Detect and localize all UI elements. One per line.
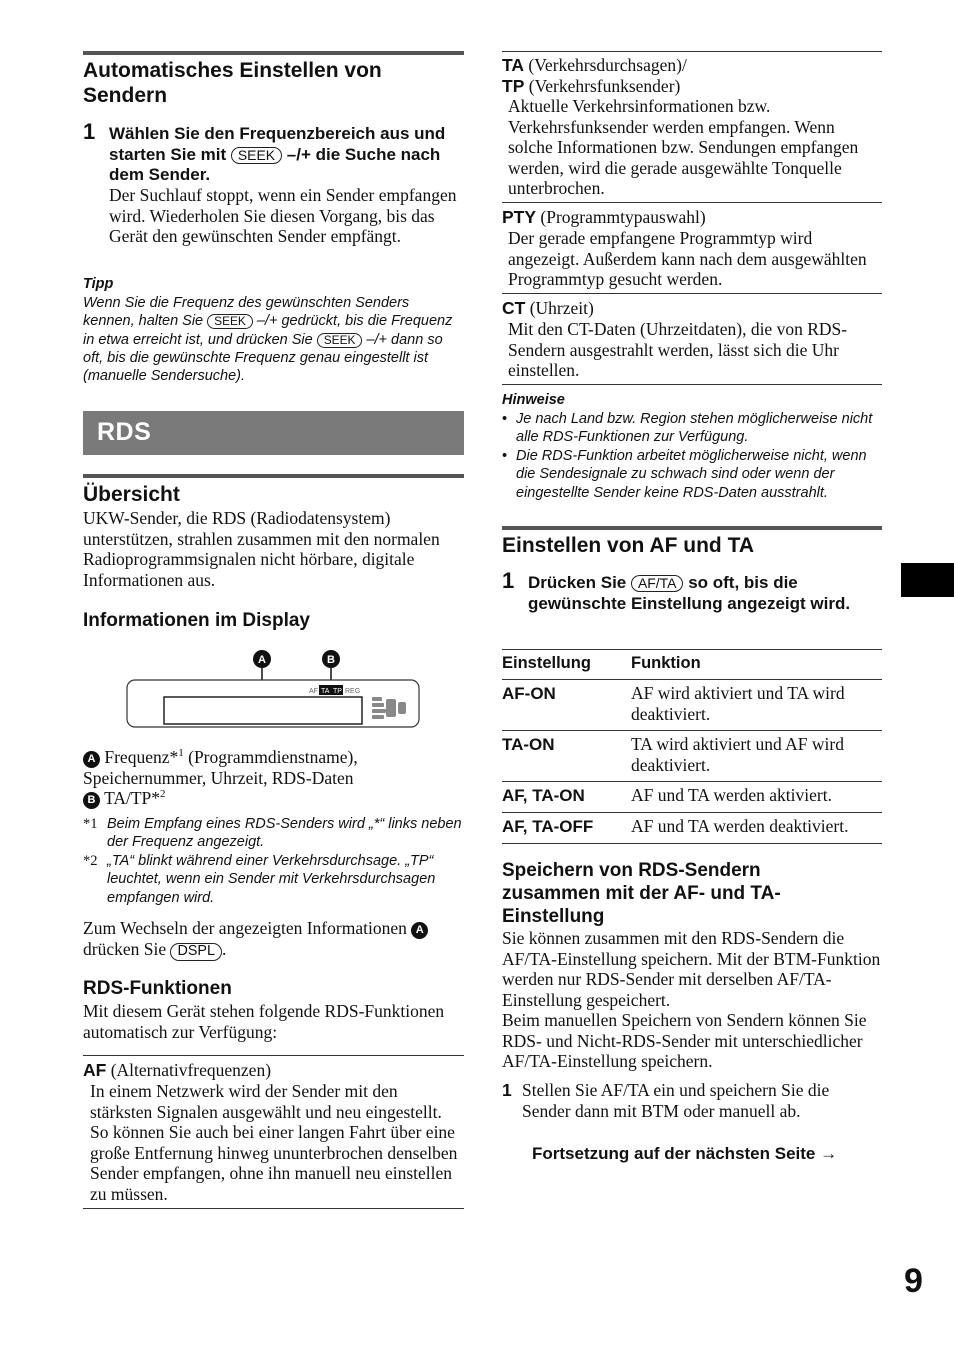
frequency-area — [164, 697, 362, 724]
callout-a-badge: A — [83, 751, 100, 768]
table-row — [502, 731, 882, 782]
af-rule-bottom — [83, 1208, 464, 1209]
table-header-function: Funktion — [631, 650, 882, 680]
legend-b-text: TA/TP* — [104, 787, 161, 808]
af-description: In einem Netzwerk wird der Sender mit den stärksten Signalen ausgewählt und neu eingestellt. So können Sie auch bei einer langen Fahrt über eine große Entfernung hinweg ununterbrochen denselben Sender empfangen, ohne ihn manuell neu einstellen zu müssen. — [90, 1081, 458, 1204]
switch-text: Zum Wechseln der angezeigten Informationen — [83, 918, 412, 938]
step-instruction — [109, 124, 459, 186]
footnote-1-mark: *1 — [83, 816, 98, 832]
arrow-right-icon: → — [820, 1144, 838, 1163]
af-term: AF — [83, 1060, 107, 1080]
callout-a-badge: A — [411, 922, 428, 939]
ta-term: TA — [502, 55, 525, 75]
store-heading: Speichern von RDS-Sendern zusammen mit der AF- und TA-Einstellung — [502, 860, 781, 927]
rds-functions-heading: RDS-Funktionen — [83, 978, 232, 999]
afta-rule — [502, 526, 882, 530]
top-rule-left — [83, 51, 464, 55]
ct-term-line — [502, 298, 594, 319]
pty-term-line — [502, 207, 706, 228]
page-number: 9 — [904, 1262, 923, 1300]
table-cell-setting: AF, TA-OFF — [502, 813, 631, 844]
indicator-ta: TA — [321, 688, 330, 695]
callout-b-badge: B — [83, 792, 100, 809]
tip-text-part: Wenn Sie die Frequenz des gewünschten Senders kennen, halten Sie — [83, 295, 410, 330]
store-step-number: 1 — [502, 1080, 512, 1100]
rds-section-bar — [83, 411, 464, 455]
af-term-line — [83, 1060, 271, 1081]
seek-key: SEEK — [317, 333, 363, 348]
switch-display-info — [83, 918, 464, 961]
footnote-2-mark: *2 — [83, 853, 98, 869]
store-body-2: Beim manuellen Speichern von Sendern können Sie RDS- und Nicht-RDS-Sender mit unterschiedlicher AF/TA-Einstellung speichern. — [502, 1010, 867, 1071]
table-cell-function: AF und TA werden deaktiviert. — [631, 813, 882, 844]
seek-key: SEEK — [231, 147, 282, 164]
footnote-1: Beim Empfang eines RDS-Senders wird „*“ links neben der Frequenz angezeigt. — [107, 816, 462, 851]
table-row — [502, 680, 882, 731]
step-text: Wählen Sie den Frequenzbereich aus und starten Sie mit — [109, 124, 446, 164]
hints-title: Hinweise — [502, 392, 565, 408]
table-row — [502, 782, 882, 813]
step-instruction — [528, 573, 882, 614]
table-cell-function: AF und TA werden aktiviert. — [631, 782, 882, 813]
callout-a-label: A — [258, 654, 266, 666]
switch-text: drücken Sie — [83, 939, 171, 959]
continued-text: Fortsetzung auf der nächsten Seite — [532, 1144, 816, 1163]
tp-term-desc: (Verkehrsfunksender) — [524, 76, 681, 96]
tip-text-part: –/+ gedrückt, bis die Frequenz in etwa erreicht ist, und drücken Sie — [83, 313, 453, 348]
overview-body: UKW-Sender, die RDS (Radiodatensystem) unterstützen, strahlen zusammen mit den normalen Radioprogrammsignalen nicht hörbare, digitale Informationen aus. — [83, 508, 440, 590]
table-cell-setting: TA-ON — [502, 731, 631, 782]
table-cell-setting: AF, TA-ON — [502, 782, 631, 813]
callout-b-label: B — [327, 654, 335, 666]
indicator-af: AF — [309, 688, 318, 695]
tatp-description: Aktuelle Verkehrsinformationen bzw. Verkehrsfunksender werden empfangen. Wenn solche Informationen bzw. Sendungen empfangen werden, wird die gerade ausgewählte Tonquelle unterbrochen. — [508, 96, 859, 198]
ct-description: Mit den CT-Daten (Uhrzeitdaten), die von RDS-Sendern ausgestrahlt werden, lässt sich die Uhr einstellen. — [508, 319, 848, 380]
table-cell-setting: AF-ON — [502, 680, 631, 731]
display-info-heading: Informationen im Display — [83, 610, 310, 631]
tip-text — [83, 294, 464, 385]
table-header-setting: Einstellung — [502, 650, 631, 680]
settings-table — [502, 649, 882, 844]
tip-title: Tipp — [83, 276, 114, 292]
pty-term-desc: (Programmtypauswahl) — [536, 207, 706, 227]
ct-rule-top — [502, 293, 882, 294]
ta-term-line — [502, 55, 687, 76]
side-tab-marker — [901, 563, 954, 597]
af-ta-key: AF/TA — [631, 575, 683, 592]
tp-term-line — [502, 76, 680, 97]
step-description: Der Suchlauf stoppt, wenn ein Sender empfangen wird. Wiederholen Sie diesen Vorgang, bis das Gerät den gewünschten Sender empfängt. — [109, 185, 457, 246]
step-number: 1 — [502, 568, 515, 593]
store-step-text: Stellen Sie AF/TA ein und speichern Sie die Sender dann mit BTM oder manuell ab. — [522, 1080, 830, 1121]
overview-heading: Übersicht — [83, 483, 180, 506]
tip-text-part: –/+ dann so oft, bis die gewünschte Frequenz genau eingestellt ist (manuelle Sendersuche). — [83, 331, 443, 385]
legend-a — [83, 743, 464, 788]
legend-a-text: (Programmdienstname), Speichernummer, Uhrzeit, RDS-Daten — [83, 746, 358, 788]
ct-term-desc: (Uhrzeit) — [525, 298, 594, 318]
pty-description: Der gerade empfangene Programmtyp wird angezeigt. Außerdem kann nach dem ausgewählten Programmtyp gesucht werden. — [508, 228, 867, 289]
rds-functions-body: Mit diesem Gerät stehen folgende RDS-Funktionen automatisch zur Verfügung: — [83, 1001, 445, 1042]
hint-1: Je nach Land bzw. Region stehen möglicherweise nicht alle RDS-Funktionen zur Verfügung. — [516, 411, 873, 446]
step-text: –/+ die Suche nach dem Sender. — [109, 144, 441, 184]
table-cell-function: TA wird aktiviert und AF wird deaktiviert. — [631, 731, 882, 782]
step-text: so oft, bis die gewünschte Einstellung angezeigt wird. — [528, 573, 851, 613]
hint-2: Die RDS-Funktion arbeitet möglicherweise nicht, wenn die Sendesignale zu schwach sind oder wenn der eingestellte Sender keine RDS-Daten ausstrahlt. — [516, 448, 867, 501]
store-body-1: Sie können zusammen mit den RDS-Sendern die AF/TA-Einstellung speichern. Mit der BTM-Funktion werden nur RDS-Sender mit derselben AF/TA-Einstellung gespeichert. — [502, 928, 881, 1010]
switch-text: . — [221, 939, 227, 959]
af-rule-top — [83, 1055, 464, 1056]
seek-key: SEEK — [207, 314, 253, 329]
table-cell-function: AF wird aktiviert und TA wird deaktiviert. — [631, 680, 882, 731]
auto-tuning-heading: Automatisches Einstellen von Sendern — [83, 59, 382, 107]
af-term-desc: (Alternativfrequenzen) — [106, 1060, 272, 1080]
tp-term: TP — [502, 76, 525, 96]
ct-rule-bottom — [502, 384, 882, 385]
rds-section-title: RDS — [97, 418, 152, 446]
tatp-rule-top — [502, 51, 882, 52]
step-number: 1 — [83, 119, 96, 144]
footnote-ref: 2 — [160, 788, 166, 800]
legend-a-text: Frequenz* — [104, 746, 179, 767]
indicator-tp: TP — [333, 688, 342, 695]
footnote-2: „TA“ blinkt während einer Verkehrsdurchsage. „TP“ leuchtet, wenn ein Sender mit Verkehrsdurchsagen empfangen wird. — [107, 853, 436, 906]
table-header-row — [502, 650, 882, 680]
dspl-key: DSPL — [170, 943, 221, 961]
footnote-ref: 1 — [178, 747, 184, 759]
step-text: Drücken Sie — [528, 573, 631, 592]
hint-bullet: • — [502, 448, 508, 464]
ct-term: CT — [502, 298, 526, 318]
ta-term-desc: (Verkehrsdurchsagen)/ — [524, 55, 687, 75]
pty-rule-top — [502, 202, 882, 203]
overview-rule — [83, 474, 464, 478]
table-row — [502, 813, 882, 844]
indicator-reg: REG — [345, 688, 361, 695]
hint-bullet: • — [502, 411, 508, 427]
afta-heading: Einstellen von AF und TA — [502, 534, 754, 557]
legend-b — [83, 784, 464, 809]
continued-note — [532, 1144, 884, 1165]
pty-term: PTY — [502, 207, 537, 227]
display-illustration — [120, 645, 425, 735]
